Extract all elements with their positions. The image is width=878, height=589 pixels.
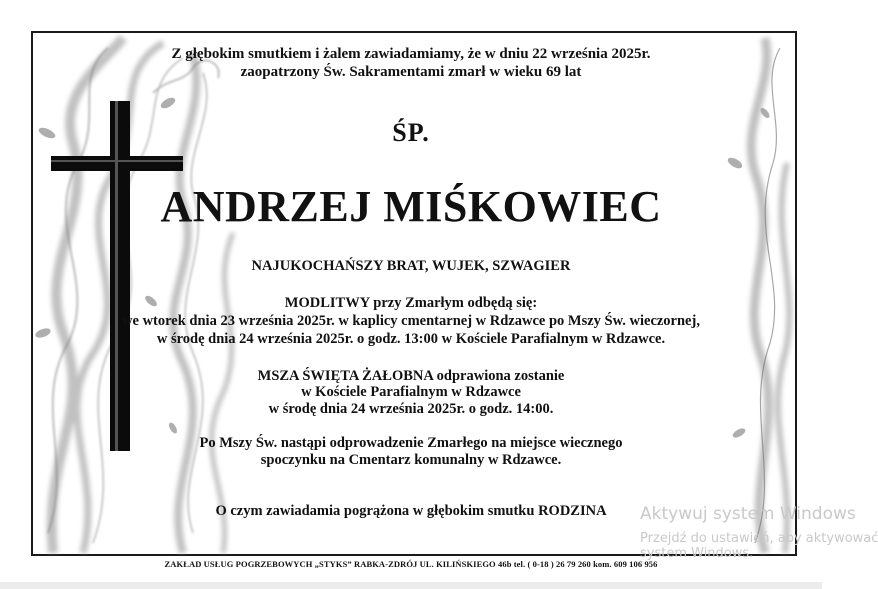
mass-line-3: w środę dnia 24 września 2025r. o godz. 14:00. [268,401,554,417]
closing-line: O czym zawiadamia pogrążona w głębokim smutku RODZINA [215,503,607,519]
intro-line-2: zaopatrzony Św. Sakramentami zmarł w wieku 69 lat [240,64,582,80]
mass-line-1: MSZA ŚWIĘTA ŻAŁOBNA odprawiona zostanie [257,368,565,384]
windows-activation-watermark [640,504,878,561]
bottom-strip [0,582,822,589]
mass-line-2: w Kościele Parafialnym w Rdzawce [301,384,521,400]
smoke-decoration-right [725,33,795,554]
watermark-line-1: Aktywuj system Windows [640,504,856,524]
deceased-name: ANDRZEJ MIŚKOWIEC [160,182,662,231]
obituary-frame [31,31,797,556]
funeral-home-footer: ZAKŁAD USŁUG POGRZEBOWYCH „STYKS” RABKA-ZDRÓJ UL. KILIŃSKIEGO 46b tel. ( 0-18 ) 26 79 260 kom. 609 106 956 [164,559,658,569]
watermark-line-3: system Windows. [640,546,754,561]
prayers-line-3: w środę dnia 24 września 2025r. o godz. 13:00 w Kościele Parafialnym w Rdzawce. [156,331,666,347]
cross-horizontal-highlight [51,160,183,162]
honorific: ŚP. [392,118,430,147]
prayers-line-2: we wtorek dnia 23 września 2025r. w kaplicy cmentarnej w Rdzawce po Mszy Św. wieczornej, [122,313,700,329]
watermark-line-2: Przejdź do ustawień, aby aktywować [640,531,878,546]
smoke-decoration-left [33,33,248,554]
prayers-line-1: MODLITWY przy Zmarłym odbędą się: [284,295,538,311]
intro-line-1: Z głębokim smutkiem i żalem zawiadamiamy, że w dniu 22 września 2025r. [171,46,651,62]
funeral-line-1: Po Mszy Św. nastąpi odprowadzenie Zmarłego na miejsce wiecznego [199,435,623,451]
relation-line: NAJUKOCHAŃSZY BRAT, WUJEK, SZWAGIER [251,258,571,274]
funeral-line-2: spoczynku na Cmentarz komunalny w Rdzawce. [260,452,562,468]
